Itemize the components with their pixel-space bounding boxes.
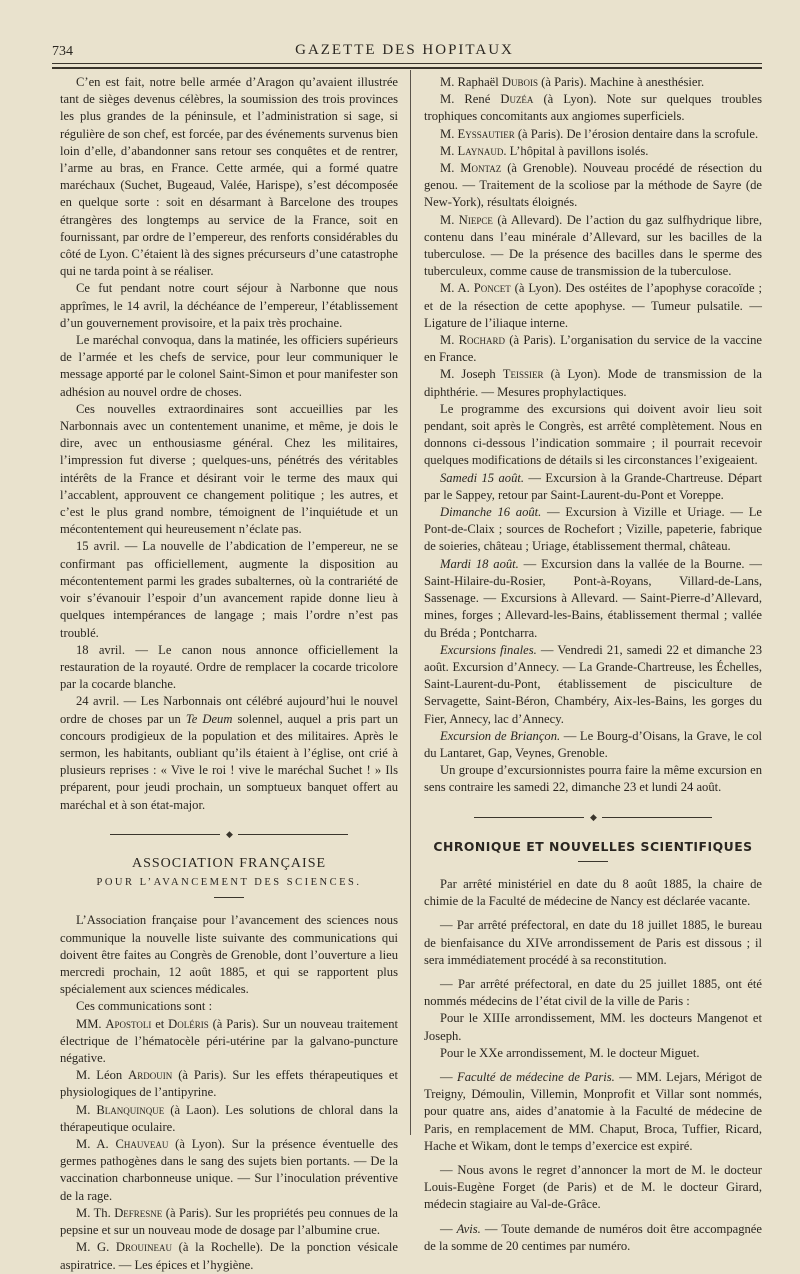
text-span: (à Lyon). Des ostéites de l’apophyse coracoïde ; et de la résection de cette apophyse. — Tumeur pulsatile. — Ligature de l’iliaque interne. — [424, 281, 762, 330]
italic-span: Mardi 18 août. — [440, 556, 519, 571]
text-span: . L’hôpital à pavillons isolés. — [503, 143, 649, 158]
list-item — [60, 1016, 398, 1068]
list-item — [424, 332, 762, 366]
author-name: Chauveau — [115, 1137, 169, 1152]
section-title-association: ASSOCIATION FRANÇAISE — [131, 856, 327, 872]
running-title: GAZETTE DES HOPITAUX — [295, 42, 514, 58]
text-span: (à Paris). Sur les effets thérapeutiques et physiologiques de l’antipyrine. — [60, 1068, 398, 1100]
section-ornament: ◆ — [60, 826, 398, 843]
excursion-item — [424, 728, 762, 762]
excursion-item — [424, 556, 762, 642]
text-span: M. — [440, 212, 459, 227]
text-span: (à Paris). Sur les propriétés peu connues de la pepsine et sur un nouveau mode de dosage par l’albumine crue. — [60, 1205, 399, 1238]
text-span: M. Joseph — [440, 367, 503, 382]
paragraph — [60, 693, 398, 813]
header-rule-thick — [52, 67, 762, 69]
paragraph: — Par arrêté préfectoral, en date du 18 juillet 1885, le bureau de bienfaisance du XIVe arrondissement de Paris est dissous ; il sera immédiatement procédé à sa reconstitution. — [424, 918, 762, 967]
text-span: M. — [440, 161, 461, 176]
italic-span: Faculté de médecine de Paris. — [457, 1070, 615, 1085]
paragraph: — Nous avons le regret d’annoncer la mort de M. le docteur Louis-Eugène Forget (de Paris) et de M. le docteur Girard, médecin stagiaire au Val-de-Grâce. — [424, 1163, 762, 1212]
excursion-item — [424, 504, 762, 556]
text-span: et — [151, 1016, 169, 1031]
text-span: M. — [440, 333, 459, 348]
paragraph: Un groupe d’excursionnistes pourra faire la même excursion en sens contraire les samedi 22, dimanche 23 et lundi 24 août. — [424, 763, 762, 795]
text-span: M. — [76, 1102, 97, 1117]
paragraph: 15 avril. — La nouvelle de l’abdication de l’empereur, ne se confirmant pas officiellement, augmente la disposition au mécontentement parmi les grades subalternes, où la contrariété de voir s’évanouir l’espoir d’un avancement rapide donne lieu à quelques intempérances de langage ; mais l’ordre n’est pas troublé. — [60, 539, 398, 640]
text-span: (à Paris). L’organisation du service de la vaccine en France. — [424, 333, 762, 365]
paragraph: 18 avril. — Le canon nous annonce officiellement la restauration de la royauté. Ordre de remplacer la cocarde tricolore par la cocarde blanche. — [60, 642, 398, 692]
paragraph: Pour le XXe arrondissement, M. le docteur Miguet. — [440, 1045, 700, 1060]
text-span: M. Th. — [76, 1205, 115, 1220]
text-span: M. René — [440, 92, 501, 107]
text-span: M. A. — [76, 1137, 116, 1152]
list-item — [424, 74, 762, 91]
paragraph: Pour le XIIIe arrondissement, MM. les docteurs Mangenot et Joseph. — [424, 1011, 762, 1043]
list-item — [60, 1136, 398, 1205]
text-span: M. G. — [76, 1240, 116, 1255]
list-item — [424, 366, 762, 400]
text-span: M. Raphaël — [440, 75, 502, 89]
small-rule — [578, 861, 608, 862]
text-span: — MM. Lejars, Mérigot de Treigny, Démoulin, Villemin, Monprofit et Villar sont nommés, pour quatre ans, aides d’anatomie à la Faculté de médecine de Paris, en remplacement de MM. Chaput, Broca, Tuffier, Ricard, Hache et Wikam, dont le temps d’exercice est expiré. — [424, 1070, 762, 1153]
text-span: (à Lyon). Mode de transmission de la diphthérie. — Mesures prophylactiques. — [424, 367, 762, 399]
text-span: M. — [440, 143, 458, 158]
text-span: M. — [440, 126, 458, 141]
right-column — [424, 74, 762, 1255]
list-item — [60, 1205, 398, 1239]
column-divider — [410, 70, 411, 1135]
paragraph: Le maréchal convoqua, dans la matinée, les officiers supérieurs de l’armée et les chefs de service, pour leur communiquer le message apporté par le colonel Saint-Simon et pour manifester son adhésion au nouvel ordre de choses. — [60, 333, 398, 399]
text-span: (à Paris). De l’érosion dentaire dans la scrofule. — [514, 126, 759, 141]
text-span: (à la Rochelle). De la ponction vésicale aspiratrice. — Les épices et l’hygiène. — [60, 1240, 399, 1272]
author-name: Dubois — [501, 75, 539, 89]
author-name: Montaz — [460, 161, 502, 176]
paragraph: L’Association française pour l’avancement des sciences nous communique la nouvelle liste suivante des communications qui doivent être faites au Congrès de Grenoble, dont l’ouverture a lieu mercredi prochain, 12 août 1885, et qui se rapportent plus spécialement aux sciences médicales. — [60, 913, 398, 997]
small-rule — [214, 897, 244, 898]
section-subtitle-association: POUR L’AVANCEMENT DES SCIENCES. — [96, 877, 362, 889]
text-span: MM. — [76, 1016, 106, 1031]
author-name: Doléris — [168, 1016, 209, 1031]
author-name: Drouineau — [115, 1240, 173, 1255]
italic-span: Samedi 15 août. — [440, 470, 525, 485]
list-item — [424, 126, 762, 143]
text-span: — Excursion à Vizille et Uriage. — Le Pont-de-Claix ; sources de Rochefort ; Vizille, papeterie, fabrique de soieries, château ; Uriage, établissement thermal, château. — [424, 505, 762, 554]
text-span: — Le Bourg-d’Oisans, la Grave, le col du Lantaret, Gap, Veynes, Grenoble. — [424, 728, 763, 760]
author-name: Duzéa — [500, 92, 534, 107]
author-name: Niepce — [458, 212, 493, 227]
text-span: — Vendredi 21, samedi 22 et dimanche 23 août. Excursion d’Annecy. — La Grande-Chartreuse, les Échelles, Saint-Laurent-du-Pont, établissement de pisciculture de Servagette, Saint-Béron, Chambéry, Aix-les-Bains, les gorges du Fier, Annecy, lac d’Annecy. — [424, 642, 762, 726]
author-name: Defresne — [114, 1205, 163, 1220]
author-name: Laynaud — [457, 143, 504, 158]
paragraph: Ces communications sont : — [76, 999, 213, 1014]
text-span: — Excursion dans la vallée de la Bourne. — Saint-Hilaire-du-Rosier, Pont-à-Royans, Villard-de-Lans, Sassenage. — Excursions à Allevard. — Saint-Pierre-d’Allevard, mines, forges ; Allevard-les-Bains, établissement thermal ; vallée du Bréda ; Pontcharra. — [424, 556, 762, 640]
text-span: — — [440, 1221, 457, 1236]
excursion-item — [424, 642, 762, 728]
text-span: (à Laon). Les solutions de chloral dans la thérapeutique oculaire. — [60, 1102, 398, 1134]
left-column — [60, 74, 398, 1274]
text-span: (à Paris). Machine à anesthésier. — [538, 75, 705, 89]
excursion-item — [424, 470, 762, 504]
italic-span: Dimanche 16 août. — [440, 505, 542, 520]
header-rule-thin — [52, 63, 762, 64]
italic-span: Excursion de Briançon. — [440, 728, 561, 743]
text-span: (à Lyon). Note sur quelques troubles trophiques concomitants aux angiomes superficiels. — [424, 92, 762, 124]
author-name: Ardouin — [128, 1068, 173, 1083]
section-title-chronique: CHRONIQUE ET NOUVELLES SCIENTIFIQUES — [433, 838, 753, 854]
paragraph — [424, 1069, 762, 1155]
list-item — [424, 280, 762, 332]
paragraph: C’en est fait, notre belle armée d’Aragon qu’avaient illustrée tant de sièges devenus célèbres, la soumission des trois provinces les plus grandes de la péninsule, et l’administration si sage, si régulière de son chef, est forcée, par des événements survenus bien loin d’elle, d’abandonner sans retour ses conquêtes et de rentrer, l’arme au bras, en France. Cette armée, qui a formé quatre maréchaux (Suchet, Bugeaud, Valée, Harispe), s’est décomposée en quelque sorte : soit en désarmant à Barcelone des troupes étrangères des longtemps au service de la France, soit en fournissant, par ordre de l’empereur, des renforts considérables du côté de Lyon. C’étaient là des signes précurseurs d’une catastrophe qui ne tarda point à se réaliser. — [60, 75, 398, 279]
text-span: (à Lyon). Sur la présence éventuelle des germes pathogènes dans le sang des sujets bien portants. — De la vaccination charbonneuse unique. — Sur l’inoculation préventive de la rage. — [60, 1137, 398, 1203]
author-name: Eyssautier — [457, 126, 515, 141]
paragraph: — Par arrêté préfectoral, en date du 25 juillet 1885, ont été nommés médecins de l’état civil de la ville de Paris : — [424, 977, 762, 1009]
text-span: M. Léon — [76, 1068, 129, 1083]
text-span: 24 avril. — Les Narbonnais ont célébré aujourd’hui le nouvel ordre de choses par un — [60, 694, 398, 726]
author-name: Blanquinque — [96, 1102, 165, 1117]
text-span: — Toute demande de numéros doit être accompagnée de la somme de 20 centimes par numéro. — [424, 1221, 762, 1253]
page-number: 734 — [52, 44, 73, 59]
author-name: Apostoli — [105, 1016, 152, 1031]
list-item — [60, 1239, 398, 1273]
italic-span: Te Deum — [185, 711, 233, 726]
italic-span: Excursions finales. — [440, 642, 537, 657]
paragraph: Ce fut pendant notre court séjour à Narbonne que nous apprîmes, le 14 avril, la déchéance de l’empereur, l’établissement d’un gouvernement provisoire, et la paix très prochaine. — [60, 281, 398, 330]
paragraph: Ces nouvelles extraordinaires sont accueillies par les Narbonnais avec un contentement unanime, et même, je dois le dire, avec un enthousiasme général. Chez les militaires, l’impression fut diverse ; quelques-uns, pénétrés des véritables intérêts de la France et désirant voir le terme des maux qui l’accablent, approuvent ce changement politique ; les autres, et c’est le plus grand nombre, témoignent de l’inquiétude et un mécontentement qui heureusement n’éclate pas. — [60, 401, 398, 537]
paragraph: Par arrêté ministériel en date du 8 août 1885, la chaire de chimie de la Faculté de médecine de Nancy est déclarée vacante. — [424, 877, 762, 909]
author-name: Poncet — [473, 281, 511, 296]
paragraph — [424, 1221, 762, 1255]
list-item — [60, 1102, 398, 1136]
list-item — [424, 212, 762, 281]
list-item — [424, 160, 762, 212]
text-span: solennel, auquel a pris part un concours prodigieux de la population et des militaires. Après le sermon, les habitants, oubliant qu’ils étaient à l’église, ont crié à plusieurs reprises : « Vive le roi ! vive le maréchal Suchet ! » Ils préparent, pour jeudi prochain, un somptueux banquet offert au maréchal et à son état-major. — [60, 711, 399, 812]
list-item — [60, 1067, 398, 1101]
page-header — [52, 40, 757, 64]
text-span: (à Paris). Sur un nouveau traitement électrique de l’hématocèle péri-utérine par la galvano-puncture négative. — [60, 1016, 398, 1066]
author-name: Rochard — [458, 333, 506, 348]
text-span: (à Grenoble). Nouveau procédé de résection du genou. — Traitement de la scoliose par la méthode de Sayre (de New-York), résultats éloignés. — [424, 161, 762, 210]
list-item — [424, 91, 762, 125]
author-name: Teissier — [502, 367, 544, 382]
text-span: M. A. — [440, 281, 474, 296]
list-item — [424, 143, 762, 160]
section-ornament: ◆ — [424, 809, 762, 826]
italic-span: Avis. — [456, 1221, 481, 1236]
paragraph: Le programme des excursions qui doivent avoir lieu soit pendant, soit après le Congrès, est arrêté complètement. Nous en donnons ci-dessous l’indication sommaire ; il pourrait recevoir quelques modifications de détails si les circonstances l’exigeaient. — [424, 401, 762, 468]
text-span: — Excursion à la Grande-Chartreuse. Départ par le Sappey, retour par Saint-Laurent-du-Pont et Voreppe. — [424, 470, 762, 502]
text-span: — — [440, 1070, 457, 1085]
text-span: (à Allevard). De l’action du gaz sulfhydrique libre, contenu dans l’eau minérale d’Allevard, sur les bacilles de la tuberculose. — De la présence des bacilles dans le sperme des tuberculeux, comme cause de transmission de la tuberculose. — [424, 212, 763, 279]
